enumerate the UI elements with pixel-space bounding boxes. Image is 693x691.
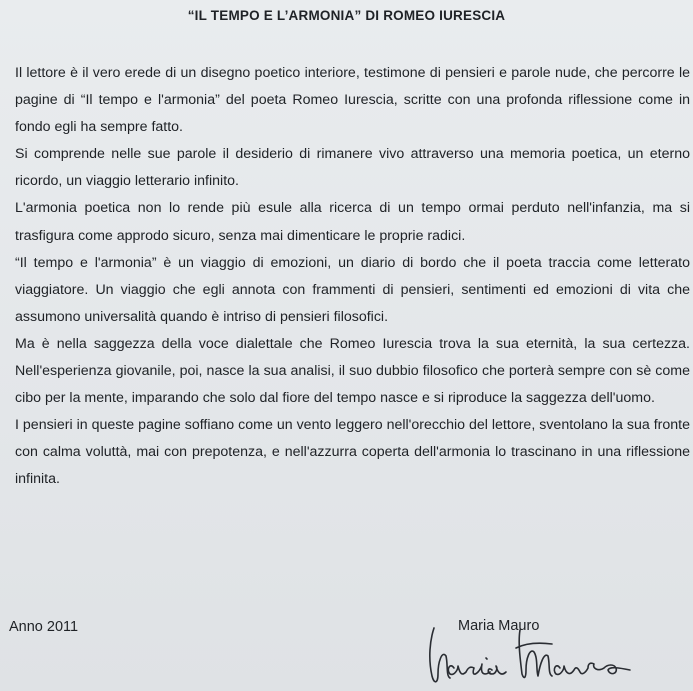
paragraph-6: I pensieri in queste pagine soffiano come un vento leggero nell'orecchio del lettore, sventolano la sua fronte con calma voluttà, mai con prepotenza, e nell'azzurra coperta dell'armonia lo trascinano in una riflessione infinita. — [15, 417, 690, 488]
paragraph-4: “Il tempo e l'armonia” è un viaggio di emozioni, un diario di bordo che il poeta traccia come letterato viaggiatore. Un viaggio che egli annota con frammenti di pensieri, sentimenti ed emozioni di vita che assumono universalità quando è intriso di pensieri filosofici. — [15, 254, 690, 325]
document-title: “IL TEMPO E L’ARMONIA” DI ROMEO IURESCIA — [187, 8, 506, 23]
paragraph-5: Ma è nella saggezza della voce dialettale che Romeo Iurescia trova la sua eternità, la sua certezza. Nell'esperienza giovanile, poi, nasce la sua analisi, il suo dubbio filosofico che porterà sempre con sè come cibo per la mente, imparando che solo dal fiore del tempo nasce e si riproduce la saggezza dell'uomo. — [15, 335, 690, 407]
handwritten-signature — [420, 618, 640, 690]
document-body — [15, 60, 690, 494]
author-name: Maria Mauro — [458, 618, 540, 634]
paragraph-1: Il lettore è il vero erede di un disegno poetico interiore, testimone di pensieri e parole nude, che percorre le pagine di “Il tempo e l'armonia” del poeta Romeo Iurescia, scritte con una profonda riflessione come in fondo egli ha sempre fatto. — [15, 65, 690, 136]
document-year: Anno 2011 — [9, 619, 79, 635]
paragraph-2: Si comprende nelle sue parole il desiderio di rimanere vivo attraverso una memoria poetica, un eterno ricordo, un viaggio letterario infinito. — [15, 146, 690, 190]
paragraph-3: L'armonia poetica non lo rende più esule alla ricerca di un tempo ormai perduto nell'infanzia, ma si trasfigura come approdo sicuro, senza mai dimenticare le proprie radici. — [15, 200, 690, 244]
